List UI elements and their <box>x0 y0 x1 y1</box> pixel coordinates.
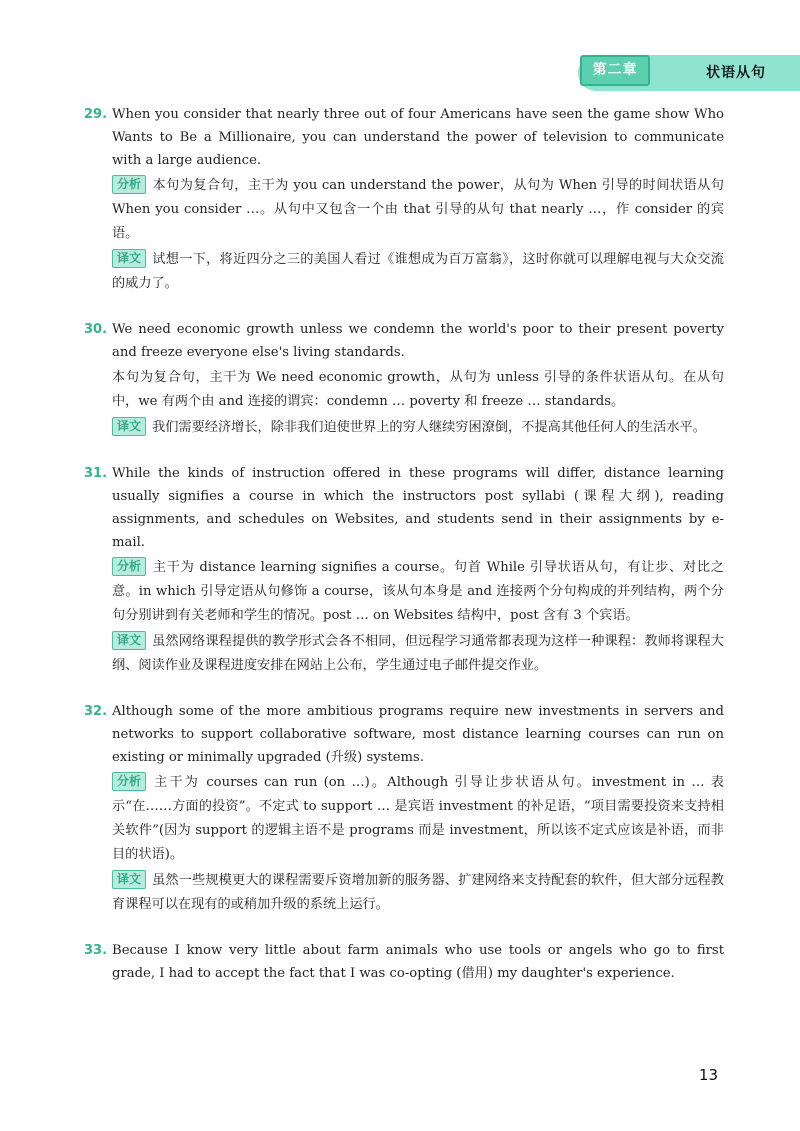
page-number: 13 <box>698 1066 718 1084</box>
analysis-text: 主干为 courses can run (on …)。Although 引导让步状语从句。investment in … 表示“在……方面的投资”。不定式 to support … 是宾语 investment 的补足语，“项目需要投资来支持相关软件”(因为 support 的逻辑主语不是 programs 而是 investment，所以该不定式应该是补语，而非目的状语)。 <box>112 775 724 862</box>
sentence-text: When you consider that nearly three out of four Americans have seen the game show Who Wants to Be a Millionaire, you can understand the power of television to communicate with a large audience. <box>112 107 724 168</box>
sentence-number: 31. <box>84 466 108 481</box>
chapter-title: 状语从句 <box>706 65 766 81</box>
chapter-label: 第二章 <box>580 55 650 86</box>
translation-block <box>84 416 724 440</box>
analysis-block <box>84 174 724 246</box>
translation-tag: 译文 <box>112 870 146 889</box>
translation-tag: 译文 <box>112 631 146 650</box>
analysis-text: 本句为复合句，主干为 you can understand the power，从句为 When 引导的时间状语从句 When you consider …。从句中又包含一个由 that 引导的从句 that nearly …，作 consider 的宾语。 <box>112 178 724 241</box>
sentence-text: We need economic growth unless we condemn the world's poor to their present poverty and freeze everyone else's living standards. <box>112 322 724 360</box>
translation-text: 虽然网络课程提供的教学形式会各不相同，但远程学习通常都表现为这样一种课程：教师将课程大纲、阅读作业及课程进度安排在网站上公布，学生通过电子邮件提交作业。 <box>112 634 724 673</box>
translation-text: 我们需要经济增长，除非我们迫使世界上的穷人继续穷困潦倒，不提高其他任何人的生活水平。 <box>152 420 706 435</box>
translation-text: 虽然一些规模更大的课程需要斥资增加新的服务器、扩建网络来支持配套的软件，但大部分远程教育课程可以在现有的或稍加升级的系统上运行。 <box>112 873 724 912</box>
sentence-item-29 <box>84 103 724 296</box>
sentence-item-33 <box>84 939 724 985</box>
english-sentence <box>84 318 724 364</box>
analysis-tag: 分析 <box>112 175 146 194</box>
analysis-block <box>84 366 724 414</box>
analysis-text: 本句为复合句，主干为 We need economic growth，从句为 unless 引导的条件状语从句。在从句中，we 有两个由 and 连接的谓宾：condemn … poverty 和 freeze … standards。 <box>112 370 724 409</box>
sentence-item-32 <box>84 700 724 917</box>
translation-tag: 译文 <box>112 417 146 436</box>
english-sentence <box>84 700 724 769</box>
analysis-block <box>84 556 724 628</box>
page-content <box>84 103 724 1007</box>
analysis-block <box>84 771 724 867</box>
analysis-tag: 分析 <box>112 557 146 576</box>
sentence-text: Although some of the more ambitious programs require new investments in servers and networks to support collaborative software, most distance learning courses can run on existing or minimally upgraded (升级) systems. <box>112 704 724 765</box>
sentence-text: Because I know very little about farm animals who use tools or angels who go to first grade, I had to accept the fact that I was co-opting (借用) my daughter's experience. <box>112 943 724 981</box>
translation-block <box>84 248 724 296</box>
translation-text: 试想一下，将近四分之三的美国人看过《谁想成为百万富翁》，这时你就可以理解电视与大众交流的威力了。 <box>112 252 724 291</box>
sentence-number: 29. <box>84 107 108 122</box>
sentence-number: 33. <box>84 943 108 958</box>
english-sentence <box>84 939 724 985</box>
sentence-item-30 <box>84 318 724 440</box>
translation-tag: 译文 <box>112 249 146 268</box>
sentence-number: 30. <box>84 322 108 337</box>
english-sentence <box>84 103 724 172</box>
analysis-tag: 分析 <box>112 772 146 791</box>
analysis-text: 主干为 distance learning signifies a course。句首 While 引导状语从句，有让步、对比之意。in which 引导定语从句修饰 a course，该从句本身是 and 连接两个分句构成的并列结构，两个分句分别讲到有关老师和学生的情况。post … on Websites 结构中，post 含有 3 个宾语。 <box>112 560 724 623</box>
english-sentence <box>84 462 724 554</box>
translation-block <box>84 869 724 917</box>
sentence-number: 32. <box>84 704 108 719</box>
sentence-text: While the kinds of instruction offered in these programs will differ, distance learning usually signifies a course in which the instructors post syllabi (课程大纲), reading assignments, and schedules on Websites, and students send in their assignments by e-mail. <box>112 466 724 550</box>
translation-block <box>84 630 724 678</box>
sentence-item-31 <box>84 462 724 678</box>
